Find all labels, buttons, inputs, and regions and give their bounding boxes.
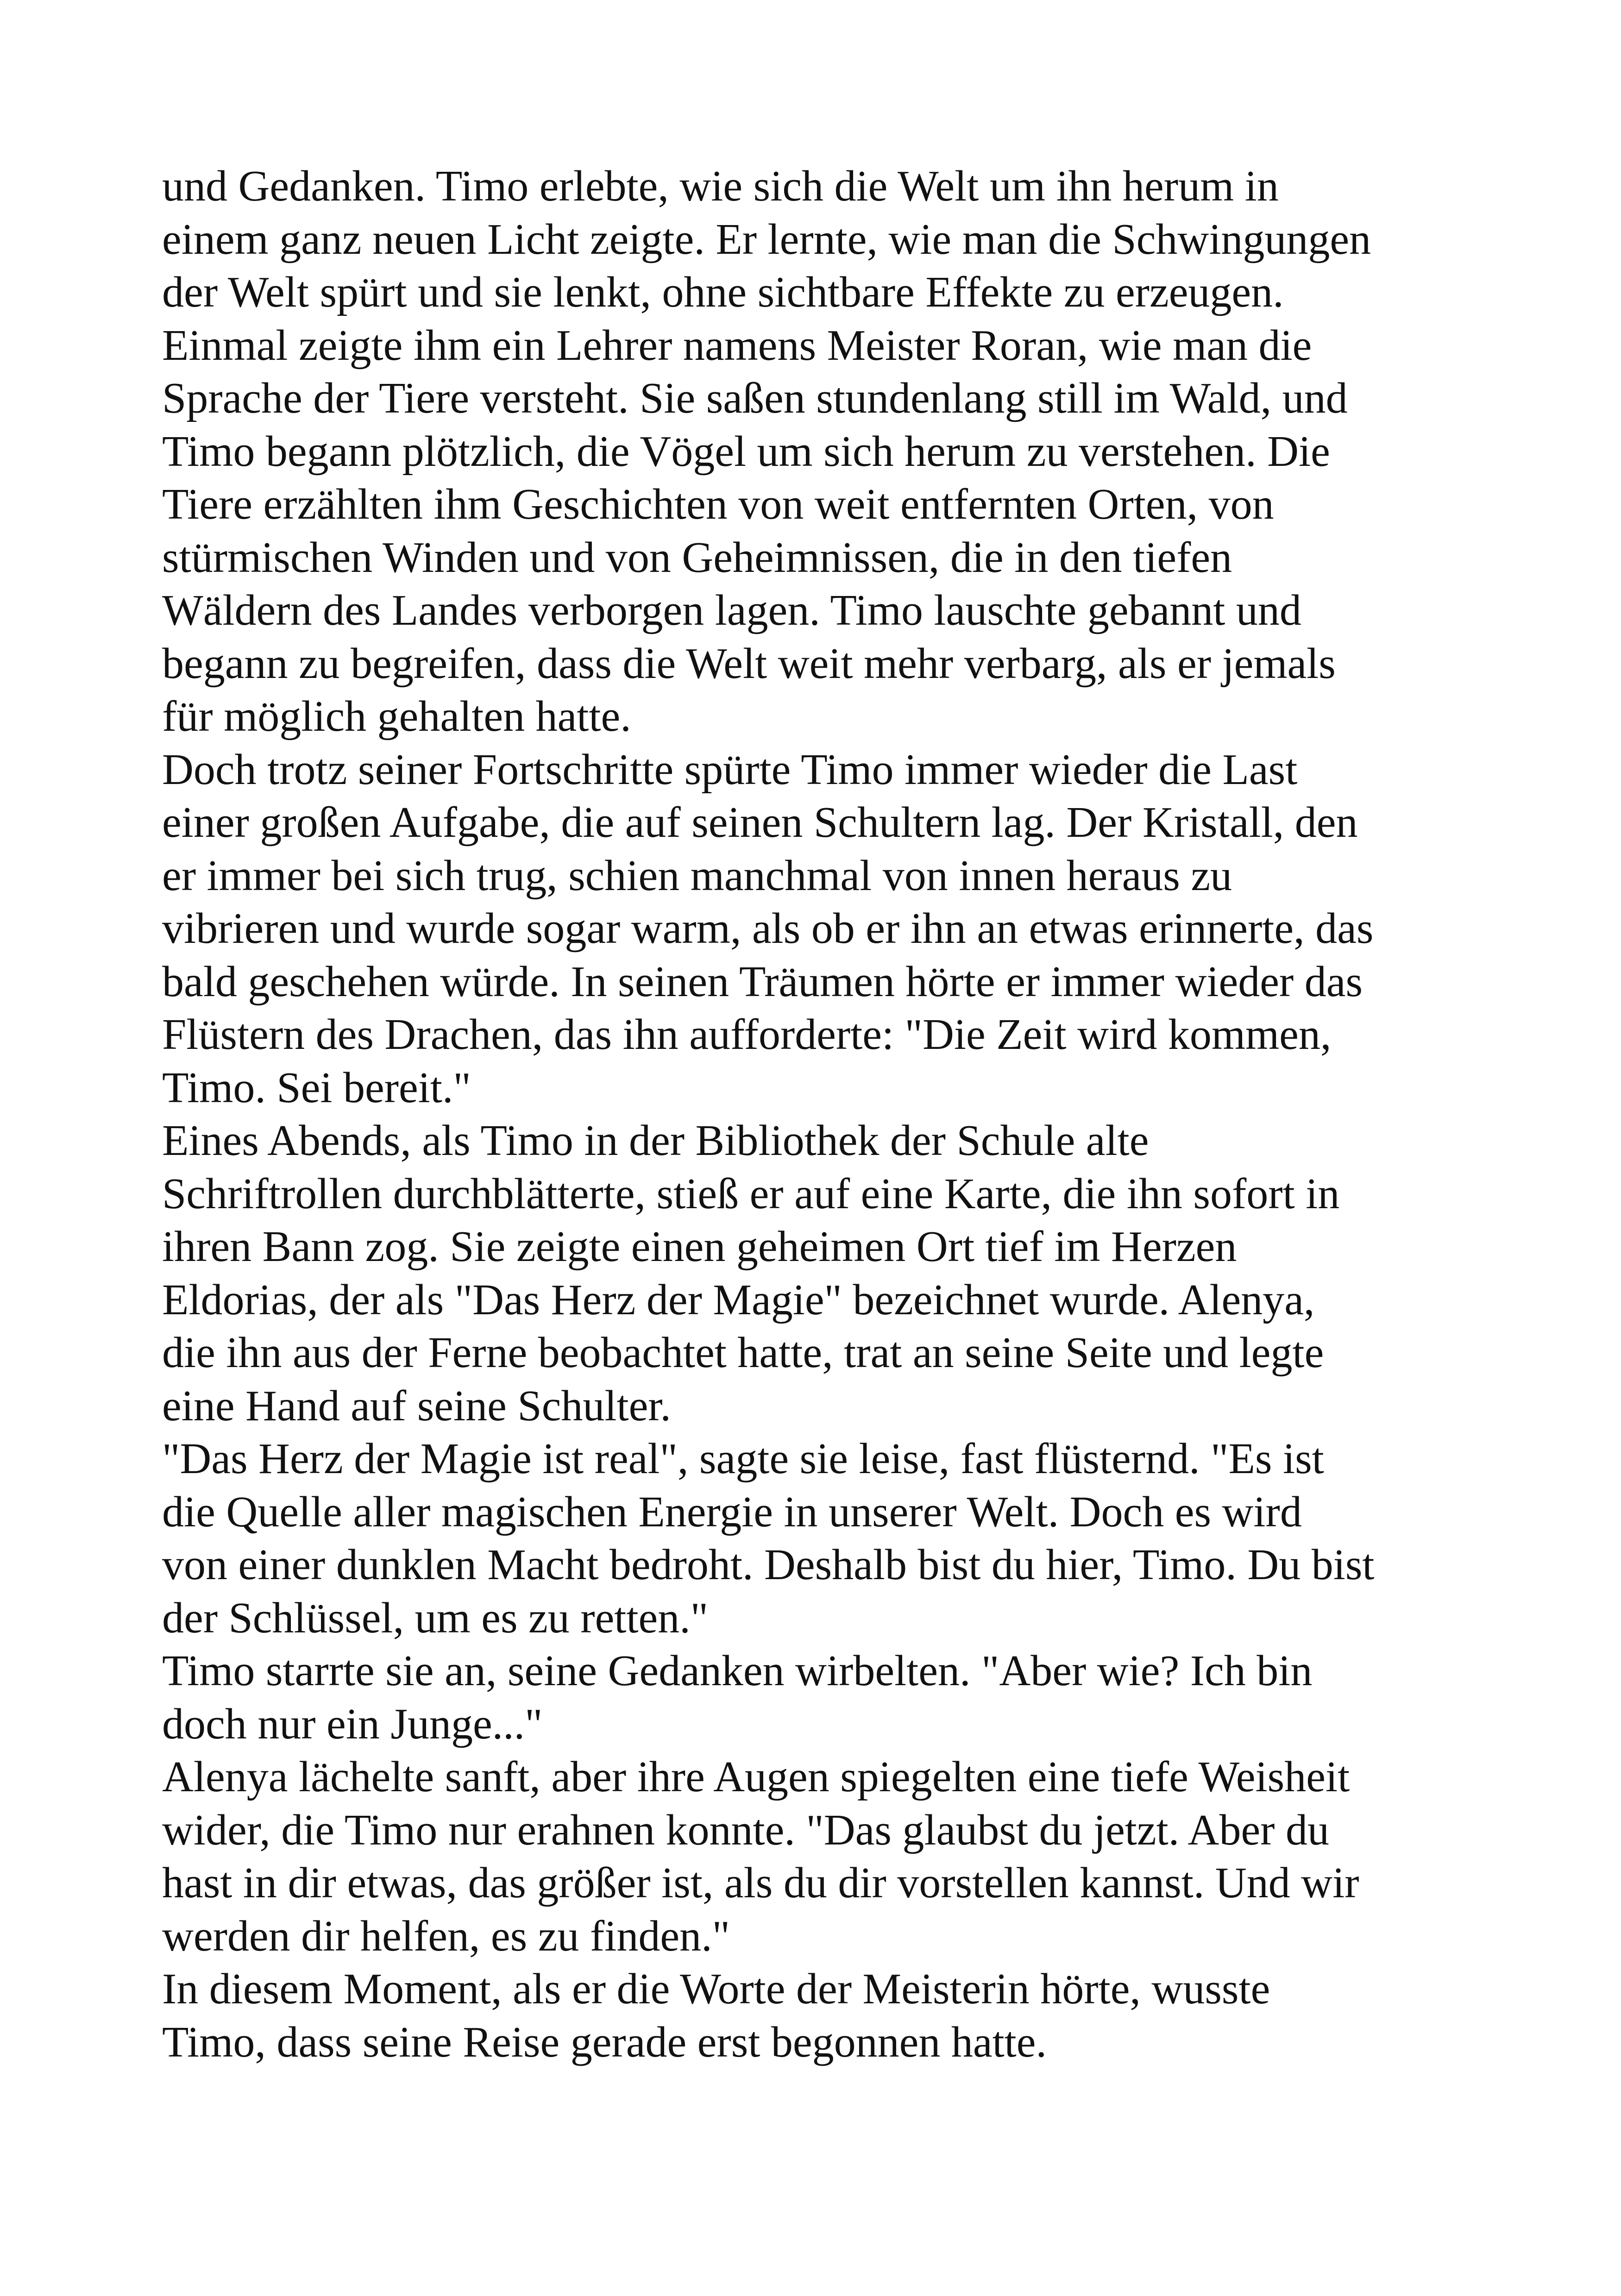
text-line: stürmischen Winden und von Geheimnissen, die in den tiefen	[162, 533, 1232, 582]
text-line: begann zu begreifen, dass die Welt weit mehr verbarg, als er jemals	[162, 639, 1336, 688]
text-line: Schriftrollen durchblätterte, stieß er auf eine Karte, die ihn sofort in	[162, 1169, 1340, 1218]
text-line: Eines Abends, als Timo in der Bibliothek der Schule alte	[162, 1117, 1149, 1165]
text-line: Tiere erzählten ihm Geschichten von weit entfernten Orten, von	[162, 480, 1274, 528]
text-line: Timo, dass seine Reise gerade erst begonnen hatte.	[162, 2018, 1047, 2066]
text-line: Sprache der Tiere versteht. Sie saßen stundenlang still im Wald, und	[162, 374, 1348, 422]
text-line: einer großen Aufgabe, die auf seinen Schultern lag. Der Kristall, den	[162, 798, 1358, 847]
text-line: In diesem Moment, als er die Worte der Meisterin hörte, wusste	[162, 1965, 1270, 2013]
text-line: Timo. Sei bereit."	[162, 1063, 471, 1112]
text-line: Wäldern des Landes verborgen lagen. Timo lauschte gebannt und	[162, 586, 1301, 634]
text-line: bald geschehen würde. In seinen Träumen hörte er immer wieder das	[162, 957, 1363, 1006]
text-line: die ihn aus der Ferne beobachtet hatte, trat an seine Seite und legte	[162, 1329, 1324, 1377]
text-line: Timo begann plötzlich, die Vögel um sich herum zu verstehen. Die	[162, 427, 1330, 476]
text-line: "Das Herz der Magie ist real", sagte sie leise, fast flüsternd. "Es ist	[162, 1435, 1324, 1483]
text-line: hast in dir etwas, das größer ist, als du dir vorstellen kannst. Und wir	[162, 1859, 1359, 1907]
text-line: Timo starrte sie an, seine Gedanken wirbelten. "Aber wie? Ich bin	[162, 1647, 1313, 1695]
text-line: der Schlüssel, um es zu retten."	[162, 1593, 709, 1642]
text-line: ihren Bann zog. Sie zeigte einen geheimen Ort tief im Herzen	[162, 1223, 1237, 1271]
text-line: und Gedanken. Timo erlebte, wie sich die Welt um ihn herum in	[162, 162, 1279, 210]
text-line: Eldorias, der als "Das Herz der Magie" bezeichnet wurde. Alenya,	[162, 1275, 1315, 1324]
text-line: Alenya lächelte sanft, aber ihre Augen spiegelten eine tiefe Weisheit	[162, 1753, 1350, 1801]
text-line: Doch trotz seiner Fortschritte spürte Timo immer wieder die Last	[162, 745, 1298, 794]
text-line: doch nur ein Junge..."	[162, 1700, 543, 1748]
body-text	[162, 160, 1505, 2069]
text-line: Flüstern des Drachen, das ihn aufforderte: "Die Zeit wird kommen,	[162, 1010, 1332, 1059]
text-line: Einmal zeigte ihm ein Lehrer namens Meister Roran, wie man die	[162, 321, 1312, 370]
text-line: vibrieren und wurde sogar warm, als ob er ihn an etwas erinnerte, das	[162, 904, 1374, 953]
text-line: er immer bei sich trug, schien manchmal von innen heraus zu	[162, 851, 1232, 900]
text-line: der Welt spürt und sie lenkt, ohne sichtbare Effekte zu erzeugen.	[162, 268, 1284, 316]
text-line: werden dir helfen, es zu finden."	[162, 1912, 730, 1960]
text-line: einem ganz neuen Licht zeigte. Er lernte, wie man die Schwingungen	[162, 215, 1371, 263]
text-line: von einer dunklen Macht bedroht. Deshalb bist du hier, Timo. Du bist	[162, 1541, 1375, 1589]
text-line: wider, die Timo nur erahnen konnte. "Das glaubst du jetzt. Aber du	[162, 1806, 1329, 1854]
text-line: für möglich gehalten hatte.	[162, 692, 631, 740]
text-line: eine Hand auf seine Schulter.	[162, 1381, 671, 1430]
text-line: die Quelle aller magischen Energie in unserer Welt. Doch es wird	[162, 1487, 1302, 1536]
